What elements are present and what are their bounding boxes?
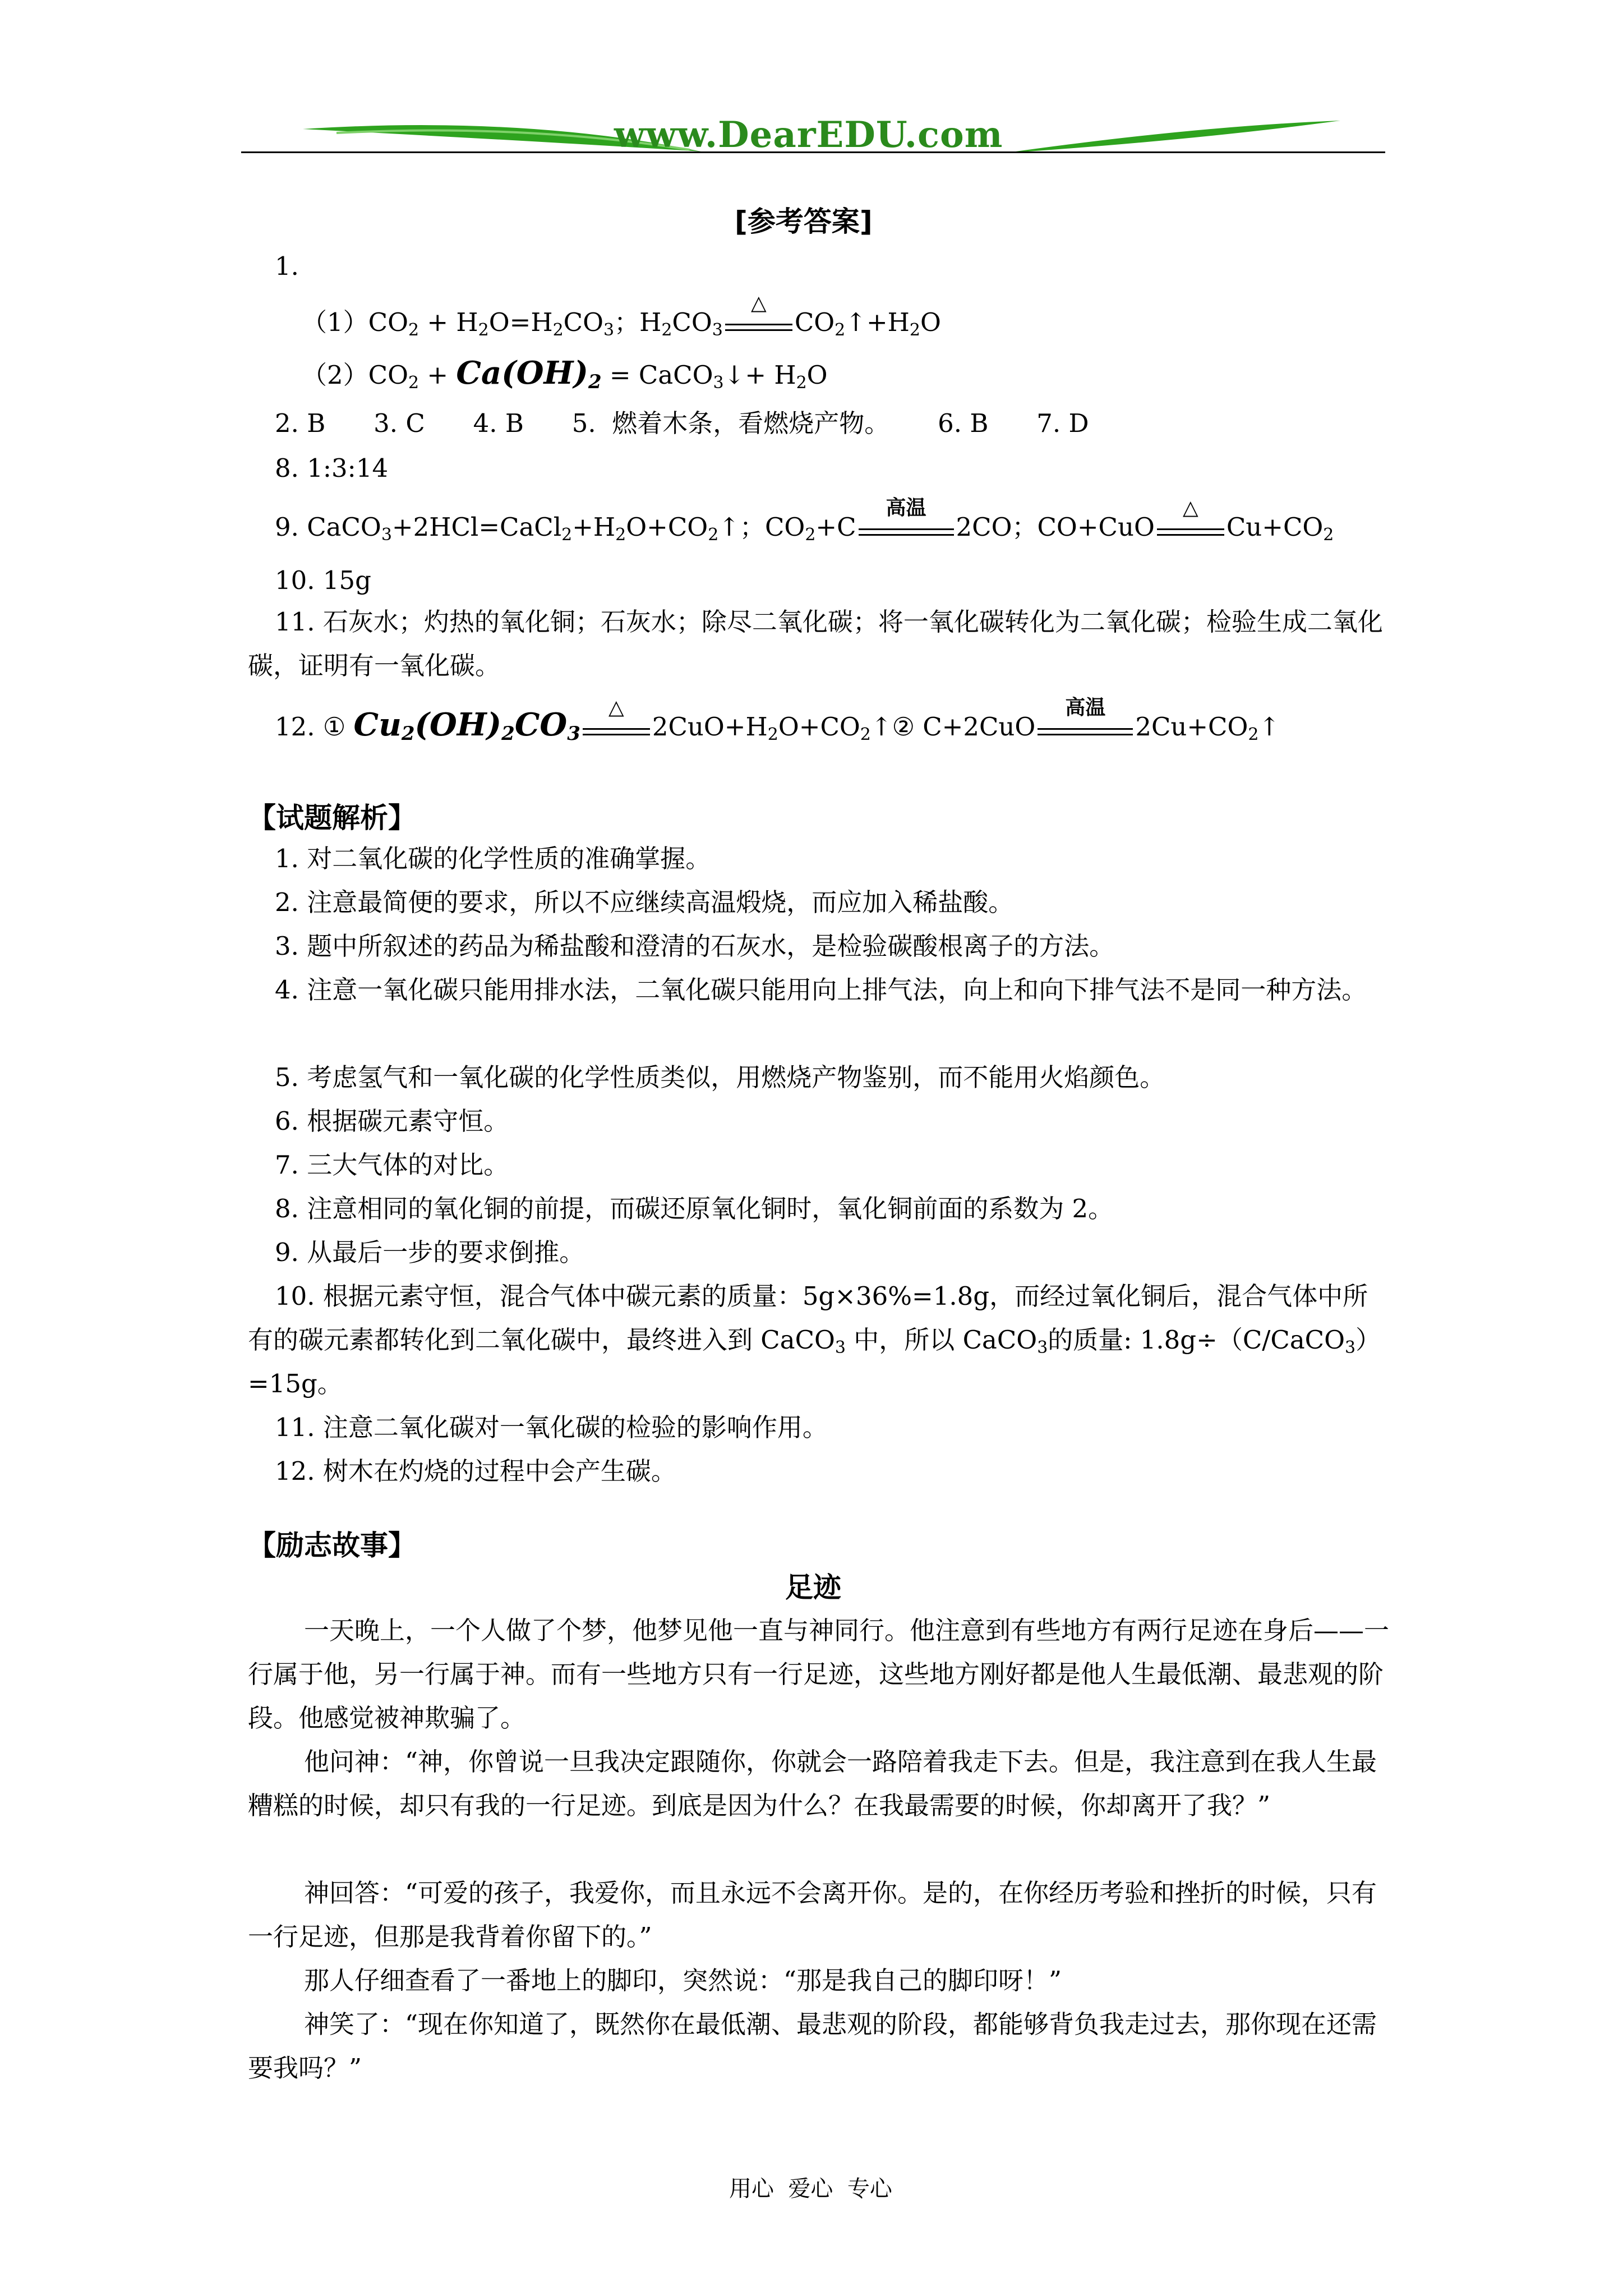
q8-answer: 8. 1:3:14 bbox=[275, 453, 389, 483]
story-paragraph: 他问神：“神，你曾说一旦我决定跟随你，你就会一路陪着我走下去。但是，我注意到在我人生最糟糕的时候，却只有我的一行足迹。到底是因为什么？在我最需要的时候，你却离开了我？” bbox=[248, 1747, 1377, 1820]
site-name[interactable]: www.DearEDU.com bbox=[614, 114, 1003, 156]
q1-equation-2: $(2)CO_2 + Ca(OH)_2$ = CaCO$_3$↓+ $H_2O$ bbox=[302, 355, 828, 393]
story-section-title: 【励志故事】 bbox=[248, 1529, 416, 1562]
page-footer: 用心 爱心 专心 bbox=[729, 2176, 892, 2202]
q9-answer: 9. $CaCO_3+2HCl=CaCl_2+H_2O+CO_2↑$；$CO_2+C$ 高温 2CO；CO+CuO △ $Cu+CO_2$ bbox=[275, 510, 1334, 544]
analysis-item: 11. 注意二氧化碳对一氧化碳的检验的影响作用。 bbox=[275, 1412, 828, 1442]
q1-a-prefix: （1） bbox=[302, 307, 368, 337]
story-paragraph: 神笑了：“现在你知道了，既然你在最低潮、最悲观的阶段，都能够背负我走过去，那你现在还需要我吗？” bbox=[248, 2009, 1377, 2083]
analysis-item-10: 10. 根据元素守恒，混合气体中碳元素的质量：5g×36%=1.8g，而经过氧化铜后，混合气体中所有的碳元素都转化到二氧化碳中，最终进入到 CaCO$_3$ 中，所以 CaCO$_3$的质量: 1.8g÷（C/CaCO$_3$）=15g。 bbox=[248, 1281, 1381, 1398]
high-temp-condition: 高温 bbox=[1065, 696, 1106, 719]
story-paragraph: 神回答：“可爱的孩子，我爱你，而且永远不会离开你。是的，在你经历考验和挫折的时候，只有一行足迹，但那是我背着你留下的。” bbox=[248, 1878, 1377, 1952]
analysis-item: 5. 考虑氢气和一氧化碳的化学性质类似，用燃烧产物鉴别，而不能用火焰颜色。 bbox=[275, 1062, 1165, 1092]
q10-answer: 10. 15g bbox=[275, 565, 371, 595]
q11-answer: 11. 石灰水；灼热的氧化铜；石灰水；除尽二氧化碳；将一氧化碳转化为二氧化碳；检验生成二氧化碳，证明有一氧化碳。 bbox=[248, 607, 1383, 680]
story-paragraph: 那人仔细查看了一番地上的脚印，突然说：“那是我自己的脚印呀！” bbox=[304, 1966, 1062, 1995]
heat-condition: △ bbox=[1183, 496, 1198, 519]
heat-condition: △ bbox=[608, 696, 624, 719]
analysis-item: 1. 对二氧化碳的化学性质的准确掌握。 bbox=[275, 844, 711, 873]
analysis-item: 6. 根据碳元素守恒。 bbox=[275, 1106, 509, 1136]
analysis-item: 9. 从最后一步的要求倒推。 bbox=[275, 1237, 585, 1267]
analysis-item: 4. 注意一氧化碳只能用排水法，二氧化碳只能用向上排气法，向上和向下排气法不是同一种方法。 bbox=[275, 975, 1367, 1005]
analysis-item: 12. 树木在灼烧的过程中会产生碳。 bbox=[275, 1456, 676, 1486]
analysis-item: 2. 注意最简便的要求，所以不应继续高温煅烧，而应加入稀盐酸。 bbox=[275, 887, 1014, 917]
analysis-item: 3. 题中所叙述的药品为稀盐酸和澄清的石灰水，是检验碳酸根离子的方法。 bbox=[275, 931, 1115, 961]
analysis-item: 7. 三大气体的对比。 bbox=[275, 1150, 509, 1180]
q2-7-answers: 2. B 3. C 4. B 5. 燃着木条，看燃烧产物。 6. B 7. D bbox=[275, 408, 1089, 438]
header-rule bbox=[241, 151, 1385, 153]
high-temp-condition: 高温 bbox=[886, 496, 926, 519]
q1-equation-1: $(1)CO_2 + H_2O=H_2CO_3$；$H_2CO_3$ △ $CO_2↑+H_2O$ bbox=[302, 306, 941, 339]
answers-title: [参考答案] bbox=[735, 205, 873, 238]
story-title: 足迹 bbox=[785, 1571, 841, 1604]
story-paragraph: 一天晚上，一个人做了个梦，他梦见他一直与神同行。他注意到有些地方有两行足迹在身后——一行属于他，另一行属于神。而有一些地方只有一行足迹，这些地方刚好都是他人生最低潮、最悲观的阶段。他感觉被神欺骗了。 bbox=[248, 1616, 1390, 1733]
q1-b-prefix: （2） bbox=[302, 360, 368, 390]
q12-answer: 12. ① $Cu_2(OH)_2CO_3$ △ $2CuO+H_2O+CO_2↑②$ C+2CuO 高温 $2Cu+CO_2↑$ bbox=[275, 708, 1280, 744]
analysis-item: 8. 注意相同的氧化铜的前提，而碳还原氧化铜时，氧化铜前面的系数为 2。 bbox=[275, 1194, 1114, 1223]
heat-condition: △ bbox=[751, 292, 767, 315]
q1-number: 1. bbox=[275, 251, 299, 281]
header-banner bbox=[241, 109, 1385, 171]
analysis-title: 【试题解析】 bbox=[248, 802, 416, 834]
